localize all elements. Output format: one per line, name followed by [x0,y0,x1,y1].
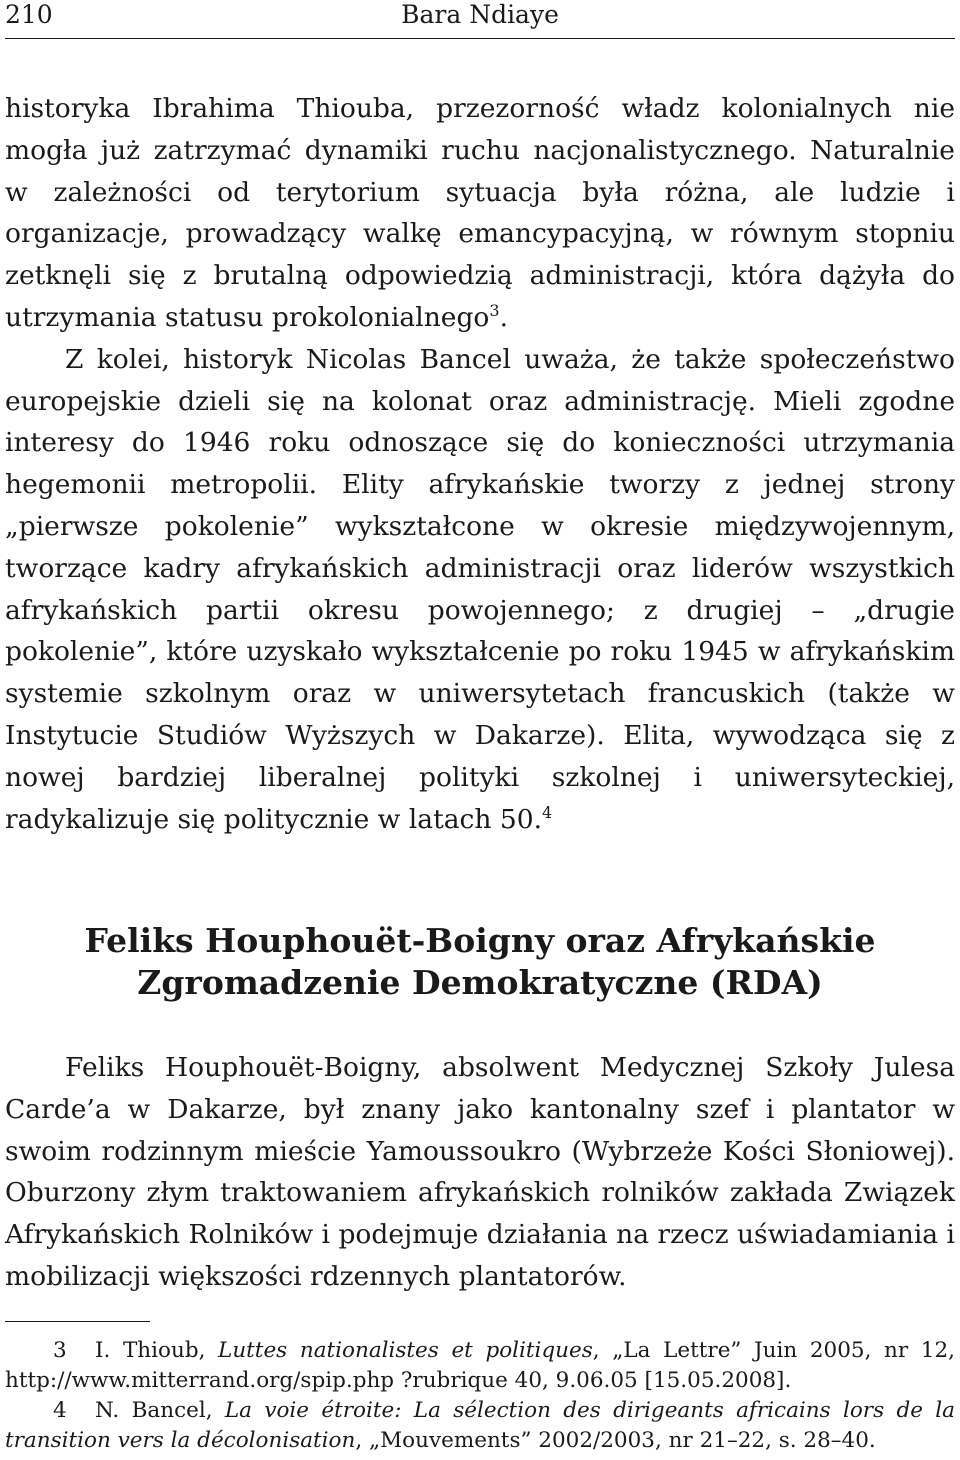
main-text-lower [5,1047,955,1298]
paragraph-3: Feliks Houphouët-Boigny, absolwent Medycznej Szkoły Julesa Carde’a w Dakarze, był znany jako kantonalny szef i plantator w swoim rodzinnym mieście Yamoussoukro (Wybrzeże Kości Słoniowej). Oburzony złym traktowaniem afrykańskich rolników zakłada Związek Afrykańskich Rolników i podejmuje działania na rzecz uświadamiania i mobilizacji większości rdzennych plantatorów. [5,1052,955,1292]
footnotes [5,1336,955,1456]
footnote-3-pre: I. Thioub, [95,1338,219,1363]
paragraph-2-text: Z kolei, historyk Nicolas Bancel uważa, że także społeczeństwo europejskie dzieli się na kolonat oraz administrację. Mieli zgodne interesy do 1946 roku odnoszące się do konieczności utrzymania hegemonii metropolii. Elity afrykańskie tworzy z jednej strony „pierwsze pokolenie” wykształcone w okresie międzywojennym, tworzące kadry afrykańskich administracji oraz liderów wszystkich afrykańskich partii okresu powojennego; z drugiej – „drugie pokolenie”, które uzyskało wykształcenie po roku 1945 w afrykańskim systemie szkolnym oraz w uniwersytetach francuskich (także w Instytucie Studiów Wyższych w Dakarze). Elita, wywodząca się z nowej bardziej liberalnej polityki szkolnej i uniwersyteckiej, radykalizuje się politycznie w latach 50. [5,343,955,835]
footnote-4-post: , „Mouvements” 2002/2003, nr 21–22, s. 28–40. [355,1428,876,1453]
footnote-ref-4[interactable]: 4 [542,802,553,822]
footnote-4-title: La voie étroite: La sélection des dirigeants africains lors de la transition vers la décolonisation [5,1398,955,1453]
footnote-4-number: 4 [53,1398,67,1423]
page-number: 210 [5,0,53,29]
footnote-4 [5,1396,955,1456]
footnote-4-pre: N. Bancel, [95,1398,225,1423]
page-header [5,0,955,39]
running-head: Bara Ndiaye [401,0,559,29]
paragraph-1-text: historyka Ibrahima Thiouba, przezorność władz kolonialnych nie mogła już zatrzymać dynamiki ruchu nacjonalistycznego. Naturalnie w zależności od terytorium sytuacja była różna, ale ludzie i organizacje, prowadzący walkę emancypacyjną, w równym stopniu zetknęli się z brutalną odpowiedzią administracji, która dążyła do utrzymania statusu prokolonialnego [5,93,955,333]
footnote-3 [5,1336,955,1396]
section-heading [5,920,955,1004]
footnote-3-number: 3 [53,1338,67,1363]
section-heading-line-1: Feliks Houphouët-Boigny oraz Afrykańskie [84,921,876,960]
section-heading-line-2: Zgromadzenie Demokratyczne (RDA) [137,963,823,1002]
paragraph-1 [5,88,955,339]
footnote-3-title: Luttes nationalistes et politiques [218,1338,593,1363]
footnote-3-post: , „La Lettre” Juin 2005, nr 12, http://www.mitterrand.org/spip.php ?rubrique 40, 9.06.05 [15.05.2008]. [5,1338,955,1393]
paragraph-2 [5,339,955,841]
main-text-upper [5,88,955,840]
paragraph-1-end: . [499,301,509,333]
footnote-divider [5,1321,150,1322]
footnote-ref-3[interactable]: 3 [489,301,500,321]
